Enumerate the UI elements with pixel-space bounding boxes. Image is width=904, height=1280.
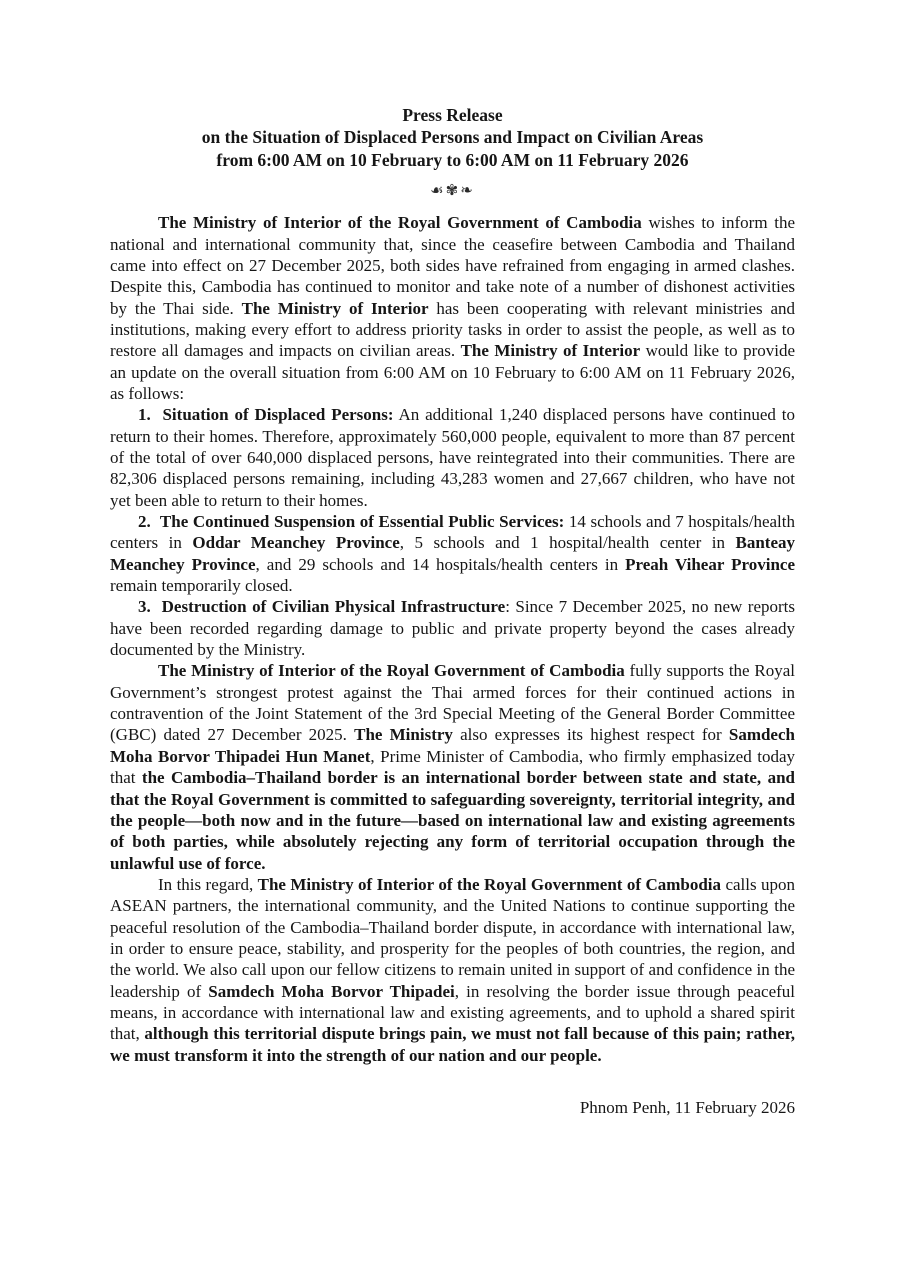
bold-text-run: The Ministry of Interior <box>460 341 641 361</box>
paragraph <box>110 511 795 596</box>
bold-text-run: The Ministry of Interior <box>241 298 429 318</box>
text-run: An additional 1,240 displaced persons have continued to return to their homes. Therefore, approximately 560,000 people, equivalent to more than 87 percent of the total of over 640,000 displaced persons, have reintegrated into their communities. There are 82,306 displaced persons remaining, including 43,283 women and 27,667 children, who have not yet been able to return to their homes. <box>110 405 795 510</box>
bold-text-run: 2. The Continued Suspension of Essential Public Services: <box>138 512 565 532</box>
text-run: also expresses its highest respect for <box>452 725 729 745</box>
text-run: , in resolving the border issue through peaceful means, in accordance with international law and existing agreements, and to uphold a shared spirit that, <box>110 981 795 1044</box>
bold-text-run: The Ministry of Interior of the Royal Government of Cambodia <box>158 213 642 233</box>
bold-text-run: The Ministry of Interior of the Royal Government of Cambodia <box>158 661 625 681</box>
text-run: has been cooperating with relevant ministries and institutions, making every effort to address priority tasks in order to assist the people, as well as to restore all damages and impacts on civilian areas. <box>110 298 796 361</box>
bold-text-run: Samdech Moha Borvor Thipadei <box>208 981 455 1001</box>
paragraph <box>110 874 795 1066</box>
title-line-1: Press Release <box>402 105 503 125</box>
bold-text-run: The Ministry of Interior of the Royal Government of Cambodia <box>257 874 722 894</box>
title-line-3: from 6:00 AM on 10 February to 6:00 AM on 11 February 2026 <box>216 149 689 170</box>
bold-text-run: Preah Vihear Province <box>625 554 795 574</box>
text-run: remain temporarily closed. <box>110 576 293 596</box>
bold-text-run: Banteay Meanchey Province <box>110 533 796 574</box>
text-run: : Since 7 December 2025, no new reports have been recorded regarding damage to public and private property beyond the cases already documented by the Ministry. <box>110 597 795 660</box>
text-run: calls upon ASEAN partners, the international community, and the United Nations to continue supporting the peaceful resolution of the Cambodia–Thailand border dispute, in accordance with international law, in order to ensure peace, stability, and prosperity for the peoples of both countries, the region, and the world. We also call upon our fellow citizens to remain united in support of and confidence in the leadership of <box>110 874 796 1001</box>
text-run: wishes to inform the national and international community that, since the ceasefire between Cambodia and Thailand came into effect on 27 December 2025, both sides have refrained from engaging in armed clashes. Despite this, Cambodia has continued to monitor and take note of a number of dishonest activities by the Thai side. <box>110 213 795 318</box>
floral-divider-icon: ☙✾❧ <box>430 181 475 200</box>
bold-text-run: Samdech Moha Borvor Thipadei Hun Manet <box>110 725 795 766</box>
document-title <box>110 104 795 171</box>
document-body <box>110 212 795 1066</box>
text-run: , and 29 schools and 14 hospitals/health centers in <box>255 554 626 574</box>
text-run: fully supports the Royal Government’s strongest protest against the Thai armed forces for their continued actions in contravention of the Joint Statement of the 3rd Special Meeting of the General Border Committee (GBC) dated 27 December 2025. <box>110 661 795 745</box>
title-line-2: on the Situation of Displaced Persons and Impact on Civilian Areas <box>201 127 704 148</box>
bold-text-run: the Cambodia–Thailand border is an international border between state and state, and that the Royal Government is committed to safeguarding sovereignty, territorial integrity, and the people—both now and in the future—based on international law and existing agreements of both parties, while absolutely rejecting any form of territorial occupation through the unlawful use of force. <box>110 768 795 873</box>
text-run: , Prime Minister of Cambodia, who firmly emphasized today that <box>110 746 795 788</box>
dateline: Phnom Penh, 11 February 2026 <box>579 1097 795 1117</box>
text-run: In this regard, <box>158 874 258 894</box>
text-run: would like to provide an update on the overall situation from 6:00 AM on 10 February to 6:00 AM on 11 February 2026, as follows: <box>110 341 795 403</box>
paragraph <box>110 212 795 404</box>
bold-text-run: although this territorial dispute brings pain, we must not fall because of this pain; rather, we must transform it into the strength of our nation and our people. <box>110 1024 795 1065</box>
paragraph <box>110 404 795 511</box>
text-run: 14 schools and 7 hospitals/health centers in <box>110 512 795 553</box>
text-run: , 5 schools and 1 hospital/health center in <box>399 533 736 553</box>
paragraph <box>110 596 795 660</box>
bold-text-run: 1. Situation of Displaced Persons: <box>138 405 394 425</box>
bold-text-run: 3. Destruction of Civilian Physical Infrastructure <box>138 597 506 617</box>
bold-text-run: Oddar Meanchey Province <box>192 533 400 553</box>
paragraph <box>110 660 795 873</box>
bold-text-run: The Ministry <box>354 725 453 745</box>
